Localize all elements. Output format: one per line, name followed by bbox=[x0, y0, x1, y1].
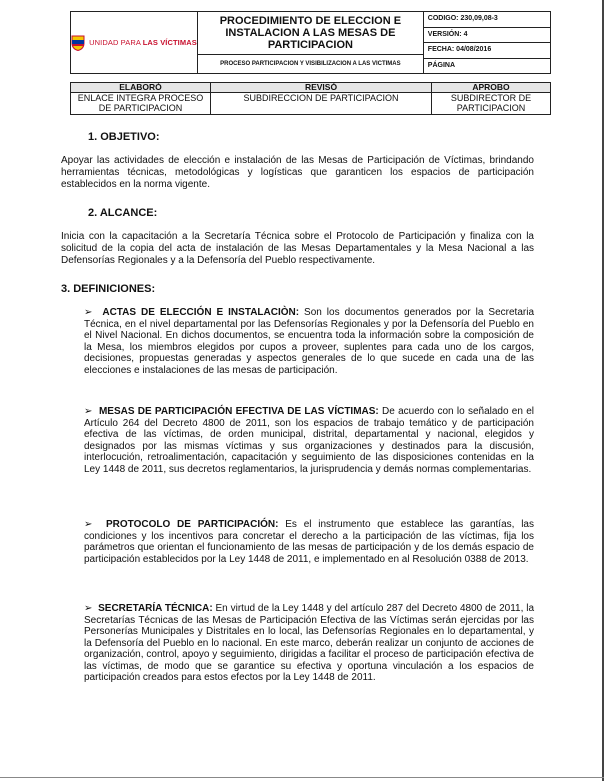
definition-text: De acuerdo con lo señalado en el Artículo 264 del Decreto 4800 de 2011, son los espacios de trabajo temático y de participación efectiva de las víctimas, de orden municipal, distrital, departamental y nacional, elegidos y designados por las mismas víctimas y sus organizaciones y destinados para la discusión, interlocución, retroalimentación, capacitación y seguimiento de las disposiciones contenidas en la Ley 1448 de 2011, sus decretos reglamentarios, la jurisprudencia y demás normas complementarias. bbox=[84, 406, 534, 475]
title-cell bbox=[197, 12, 423, 74]
document-date: FECHA: 04/08/2016 bbox=[427, 46, 492, 53]
section-title-objetivo: 1. OBJETIVO: bbox=[88, 131, 160, 143]
signature-header: ELABORÓ bbox=[71, 83, 211, 93]
process-name: PROCESO PARTICIPACION Y VISIBILIZACION A LAS VICTIMAS bbox=[220, 60, 401, 67]
document-version: VERSIÓN: 4 bbox=[427, 30, 468, 38]
definition-item bbox=[84, 307, 534, 376]
logo bbox=[71, 14, 197, 72]
bullet-arrow-icon: ➢ bbox=[84, 307, 93, 318]
signature-value: ENLACE INTEGRA PROCESO DE PARTICIPACION bbox=[71, 93, 211, 115]
objetivo-text: Apoyar las actividades de elección e instalación de las Mesas de Participación de Víctimas, brindando herramientas técnicas, metodológicas y logísticas que garanticen los espacios de participación establecidos en la norma vigente. bbox=[61, 155, 534, 190]
definition-item bbox=[84, 406, 534, 475]
logo-cell bbox=[71, 12, 198, 74]
bullet-arrow-icon: ➢ bbox=[84, 603, 93, 614]
bullet-arrow-icon: ➢ bbox=[84, 406, 93, 417]
page-bottom-border bbox=[0, 777, 604, 778]
bullet-arrow-icon: ➢ bbox=[84, 519, 93, 530]
document-code: CODIGO: 230,09,08-3 bbox=[427, 15, 498, 22]
document-header bbox=[70, 11, 551, 74]
definition-item bbox=[84, 603, 534, 684]
coat-of-arms-icon bbox=[71, 35, 85, 51]
definition-text: Es el instrumento que establece las garantías, las condiciones y los incentivos para concretar el derecho a la participación de las víctimas, fija los parámetros que orientan el funcionamiento de las mesas de participación y de los demás espacio de participación establecidos por la Ley 1448 de 2011, e implementado en al Resolución 0388 de 2013. bbox=[84, 519, 534, 565]
definition-text: Son los documentos generados por la Secretaria Técnica, en el nivel departamental por las Defensorías Regionales y por la Defensoría del Pueblo en el Nivel Nacional. En dichos documentos, se encuentra toda la información sobre la composición de la Mesa, los miembros elegidos por cupos a proveer, suplentes para cada uno de los cargos, decisiones, propuestas generadas y aspectos generales de lo que sucede en cada una de las elecciones e instalaciones de las mesas de participación. bbox=[84, 307, 534, 376]
definition-text: En virtud de la Ley 1448 y del artículo 287 del Decreto 4800 de 2011, la Secretarías Técnicas de las Mesas de Participación Efectiva de las Víctimas serán ejercidas por las Personerías Municipales y Distritales en lo local, las Defensorías Regionales en lo departamental, y la Defensoría del Pueblo en lo nacional. En este marco, deberán realizar un conjunto de acciones de organización, control, apoyo y seguimiento, dirigidas a facilitar el proceso de participación efectiva de las víctimas, de modo que se garantice su efectiva y oportuna vinculación a los espacios de participación creados para estos efectos por la Ley 1448 de 2011. bbox=[84, 603, 535, 683]
alcance-text: Inicia con la capacitación a la Secretaría Técnica sobre el Protocolo de Participación y finaliza con la solicitud de la copia del acta de instalación de las Mesas Departamentales y la Mesa Nacional a las Defensorías Regionales y a la Defensoría del Pueblo respectivamente. bbox=[61, 231, 534, 266]
section-title-alcance: 2. ALCANCE: bbox=[88, 207, 158, 219]
logo-text: UNIDAD PARA LAS VÍCTIMAS bbox=[89, 38, 197, 47]
signature-value: SUBDIRECCION DE PARTICIPACION bbox=[211, 93, 432, 115]
section-title-definiciones: 3. DEFINICIONES: bbox=[61, 283, 156, 295]
signature-table bbox=[70, 82, 551, 115]
document-title: PROCEDIMIENTO DE ELECCION E INSTALACION A LAS MESAS DE PARTICIPACION bbox=[198, 13, 423, 55]
signature-header: APROBO bbox=[432, 83, 551, 93]
signature-value: SUBDIRECTOR DE PARTICIPACION bbox=[432, 93, 551, 115]
definition-item bbox=[84, 519, 534, 565]
definition-term: ACTAS DE ELECCIÓN E INSTALACIÒN: bbox=[102, 307, 300, 318]
definition-term: MESAS DE PARTICIPACIÓN EFECTIVA DE LAS VÍCTIMAS: bbox=[98, 406, 379, 417]
definition-term: PROTOCOLO DE PARTICIPACIÓN: bbox=[105, 519, 279, 530]
page-label: PÁGINA bbox=[427, 61, 456, 69]
signature-header: REVISÓ bbox=[211, 83, 432, 93]
definition-term: SECRETARÍA TÉCNICA: bbox=[98, 603, 213, 614]
